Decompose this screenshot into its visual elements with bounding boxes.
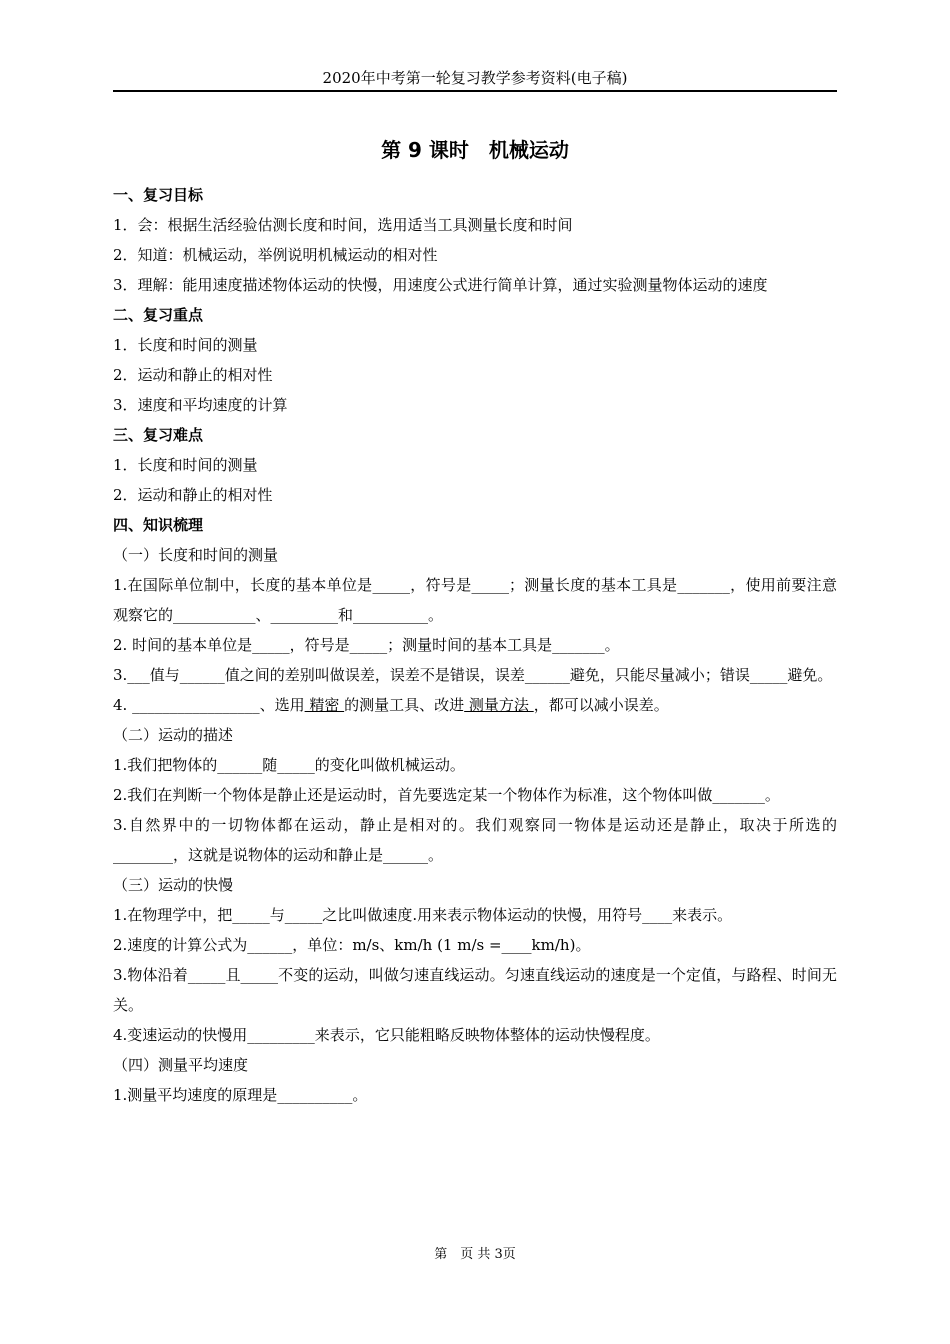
question-item: 3.物体沿着_____且_____不变的运动，叫做匀速直线运动。匀速直线运动的速度是一个定值，与路程、时间无关。 [113,966,837,1014]
section-heading-goals: 一、复习目标 [113,186,204,204]
filled-answer: 测量方法 [464,696,534,714]
key-point-item: 2．运动和静止的相对性 [113,366,273,384]
question-item [113,690,837,720]
question-text: 4. _________________、选用 [113,696,305,714]
goal-item: 2．知道：机械运动，举例说明机械运动的相对性 [113,246,438,264]
subsection-heading-speed: （三）运动的快慢 [113,876,234,894]
difficult-point-item: 2．运动和静止的相对性 [113,486,273,504]
page-header: 2020年中考第一轮复习教学参考资料(电子稿) [322,69,628,87]
section-heading-knowledge: 四、知识梳理 [113,516,204,534]
goal-item: 3．理解：能用速度描述物体运动的快慢，用速度公式进行简单计算，通过实验测量物体运动的速度 [113,276,768,294]
header-rule [113,90,837,92]
question-item: 1.在物理学中，把_____与_____之比叫做速度.用来表示物体运动的快慢，用符号____来表示。 [113,906,733,924]
section-heading-key: 二、复习重点 [113,306,204,324]
question-item: 3.自然界中的一切物体都在运动，静止是相对的。我们观察同一物体是运动还是静止，取决于所选的________，这就是说物体的运动和静止是______。 [113,816,837,864]
page-footer: 第 页 共 3页 [434,1247,516,1262]
key-point-item: 1．长度和时间的测量 [113,336,258,354]
question-item: 1.在国际单位制中，长度的基本单位是_____，符号是_____；测量长度的基本工具是_______，使用前要注意观察它的___________、_________和__________。 [113,576,837,624]
question-item: 4.变速运动的快慢用_________来表示，它只能粗略反映物体整体的运动快慢程度。 [113,1026,660,1044]
question-item: 2. 时间的基本单位是_____，符号是_____；测量时间的基本工具是_______。 [113,636,620,654]
section-heading-difficult: 三、复习难点 [113,426,204,444]
question-item: 1.测量平均速度的原理是__________。 [113,1086,368,1104]
key-point-item: 3．速度和平均速度的计算 [113,396,288,414]
lesson-title: 第 9 课时 机械运动 [381,138,569,162]
question-text: ，都可以减小误差。 [533,696,669,714]
goal-item: 1．会：根据生活经验估测长度和时间，选用适当工具测量长度和时间 [113,216,573,234]
question-item: 1.我们把物体的______随_____的变化叫做机械运动。 [113,756,465,774]
document-body [113,180,837,1110]
difficult-point-item: 1．长度和时间的测量 [113,456,258,474]
question-item: 2.我们在判断一个物体是静止还是运动时，首先要选定某一个物体作为标准，这个物体叫做_______。 [113,786,780,804]
subsection-heading-average-speed: （四）测量平均速度 [113,1056,249,1074]
subsection-heading-motion: （二）运动的描述 [113,726,234,744]
question-text: 的测量工具、改进 [344,696,465,714]
filled-answer: 精密 [304,696,345,714]
subsection-heading-measurement: （一）长度和时间的测量 [113,546,279,564]
question-item: 2.速度的计算公式为______，单位：m/s、km/h (1 m/s =____km/h)。 [113,936,591,954]
question-item: 3.___值与______值之间的差别叫做误差，误差不是错误，误差______避免，只能尽量减小；错误_____避免。 [113,666,833,684]
